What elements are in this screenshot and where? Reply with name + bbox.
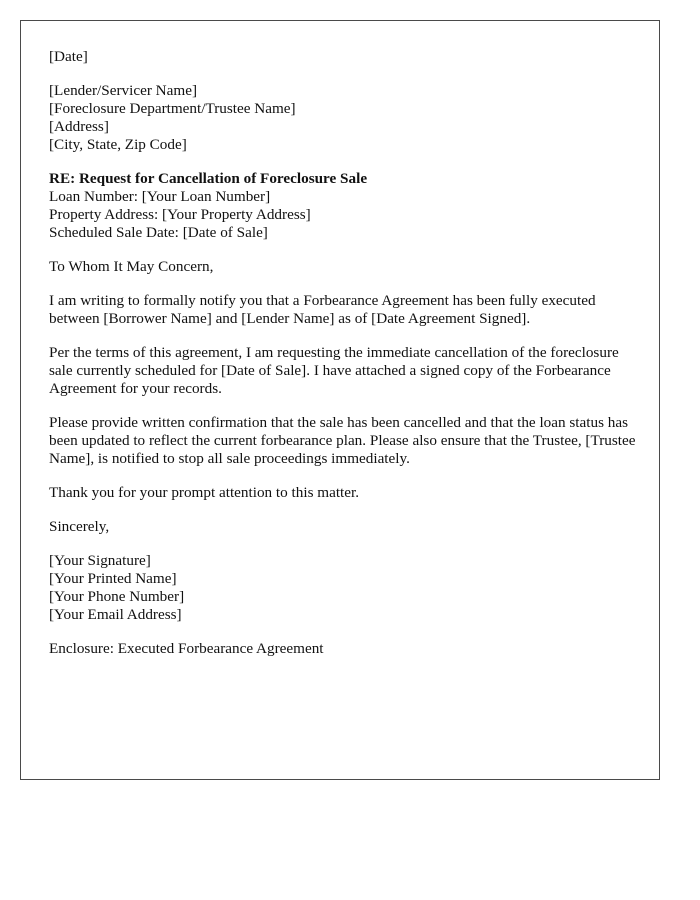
scheduled-sale-date: Scheduled Sale Date: [Date of Sale] [49,224,268,241]
salutation: To Whom It May Concern, [49,258,214,275]
recipient-address: [Address] [49,118,109,135]
signature-block [49,552,639,624]
re-line: RE: Request for Cancellation of Foreclosure Sale [49,170,368,187]
date-block [49,48,639,66]
phone-number: [Your Phone Number] [49,588,185,605]
body-paragraph-thanks: Thank you for your prompt attention to this matter. [49,484,360,501]
signature-placeholder: [Your Signature] [49,552,151,569]
body-paragraph-notification: I am writing to formally notify you that a Forbearance Agreement has been fully executed between [Borrower Name] and [Lender Name] as of [Date Agreement Signed]. [49,292,596,327]
closing-block [49,518,639,536]
body-paragraph-confirmation-request: Please provide written confirmation that the sale has been cancelled and that the loan status has been updated to reflect the current forbearance plan. Please also ensure that the Trustee, [Trustee Name], is notified to stop all sale proceedings immediately. [49,414,636,467]
email-address: [Your Email Address] [49,606,182,623]
recipient-address-block [49,82,639,154]
letter-page [20,20,660,780]
printed-name: [Your Printed Name] [49,570,177,587]
recipient-lender-name: [Lender/Servicer Name] [49,82,197,99]
closing: Sincerely, [49,518,110,535]
recipient-city-state-zip: [City, State, Zip Code] [49,136,187,153]
enclosure-note: Enclosure: Executed Forbearance Agreement [49,640,324,657]
letter-content [49,48,639,674]
loan-number: Loan Number: [Your Loan Number] [49,188,271,205]
enclosure-block [49,640,639,658]
body-paragraph-cancellation-request: Per the terms of this agreement, I am requesting the immediate cancellation of the foreclosure sale currently scheduled for [Date of Sale]. I have attached a signed copy of the Forbearance Agreement for your records. [49,344,619,397]
subject-block [49,170,639,242]
property-address: Property Address: [Your Property Address] [49,206,311,223]
recipient-department: [Foreclosure Department/Trustee Name] [49,100,296,117]
letter-date: [Date] [49,48,88,65]
salutation-block [49,258,639,276]
